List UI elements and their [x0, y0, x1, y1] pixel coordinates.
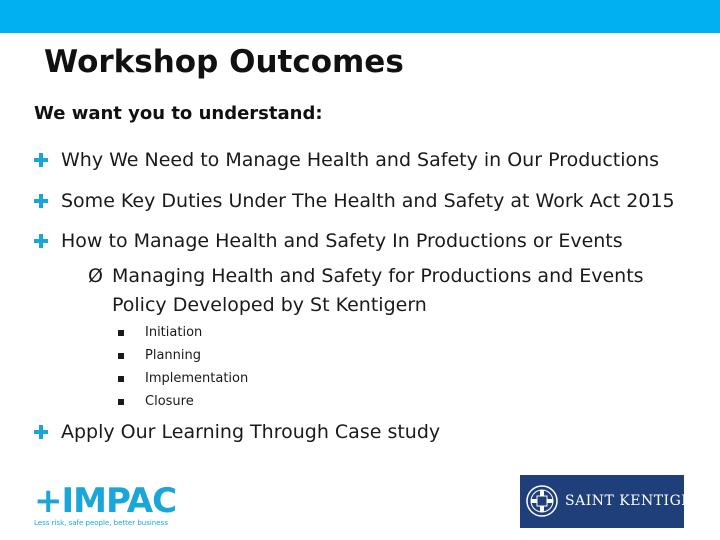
- impac-logo: [34, 481, 184, 530]
- plus-icon: [34, 234, 48, 248]
- saint-kentigern-logo: [520, 475, 716, 528]
- bullet-item: Apply Our Learning Through Case study: [61, 421, 441, 443]
- bullet-item: How to Manage Health and Safety In Productions or Events: [61, 230, 623, 252]
- square-bullet-icon: [118, 353, 124, 359]
- plus-icon: [34, 425, 48, 439]
- top-accent-bar: [0, 0, 720, 33]
- bullet-item: Why We Need to Manage Health and Safety in Our Productions: [61, 149, 660, 171]
- square-bullet-icon: [118, 399, 124, 405]
- crest-icon: [522, 475, 562, 528]
- square-bullet-icon: [118, 376, 124, 382]
- plus-icon: [34, 194, 48, 208]
- stage-item: Planning: [145, 348, 201, 363]
- square-bullet-icon: [118, 330, 124, 336]
- stage-item: Implementation: [145, 371, 249, 386]
- stage-item: Initiation: [145, 325, 203, 340]
- impac-wordmark: +IMPAC: [34, 481, 177, 521]
- sub-bullet-line: Policy Developed by St Kentigern: [112, 294, 427, 316]
- sub-bullet-line: Managing Health and Safety for Productions and Events: [112, 265, 644, 287]
- slide-subtitle: We want you to understand:: [34, 103, 323, 124]
- plus-icon: [34, 153, 48, 167]
- impac-tagline: Less risk, safe people, better business: [34, 519, 168, 527]
- stage-item: Closure: [145, 394, 194, 409]
- arrow-icon: Ø: [88, 265, 103, 287]
- slide-title: Workshop Outcomes: [44, 44, 404, 80]
- saint-kentigern-wordmark: SAINT KENTIGERN: [565, 493, 716, 509]
- bullet-item: Some Key Duties Under The Health and Safety at Work Act 2015: [61, 190, 675, 212]
